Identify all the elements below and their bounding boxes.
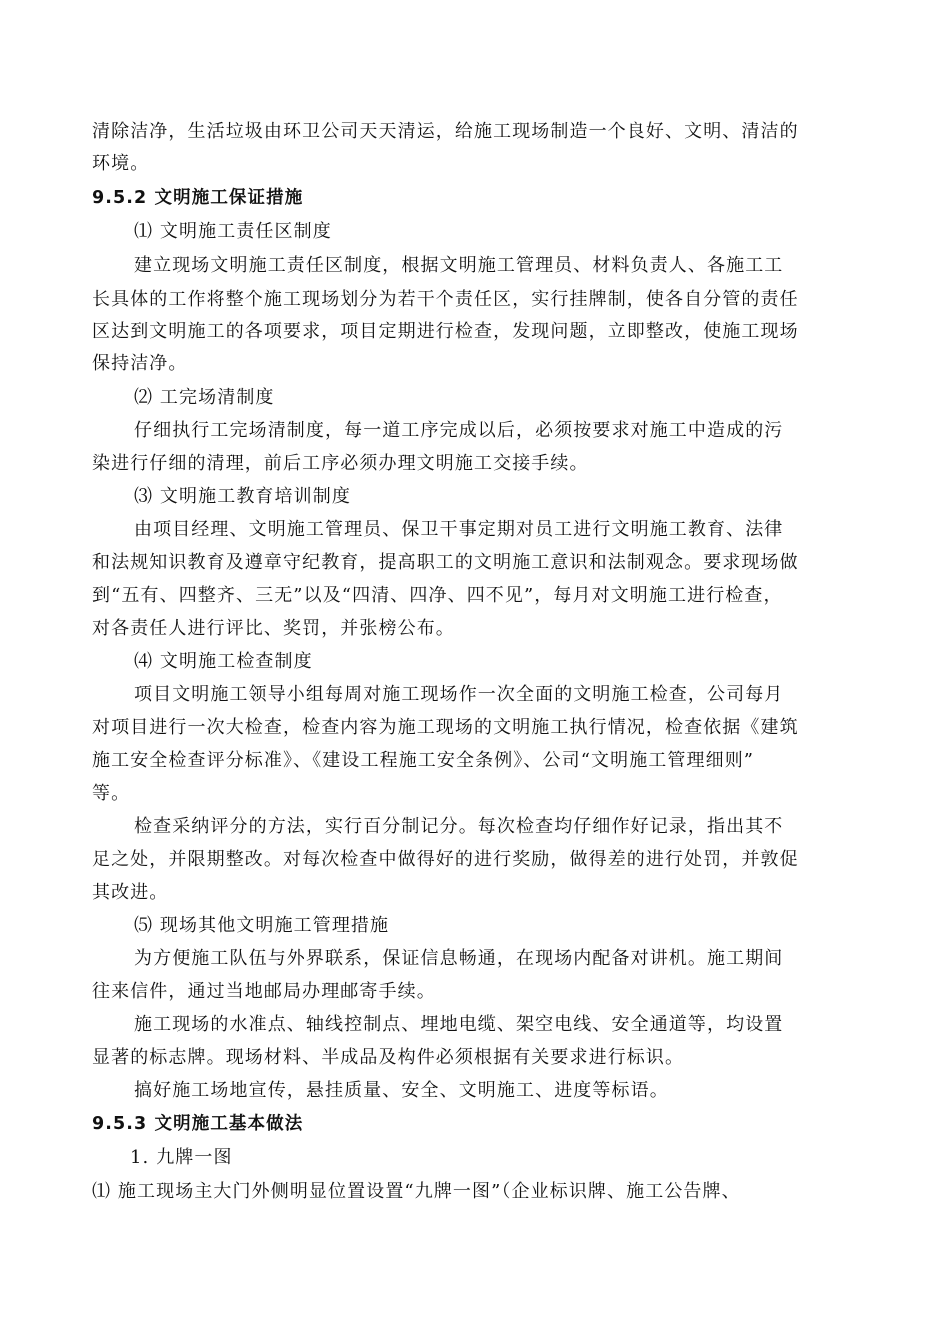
text-line: 项目文明施工领导小组每周对施工现场作一次全面的文明施工检查，公司每月 [134,684,784,705]
text-line: 染进行仔细的清理，前后工序必须办理文明施工交接手续。 [92,453,589,474]
text-line: 建立现场文明施工责任区制度，根据文明施工管理员、材料负责人、各施工工 [134,255,784,276]
text-line: ⑴ 文明施工责任区制度 [134,221,332,242]
text-line: 仔细执行工完场清制度，每一道工序完成以后，必须按要求对施工中造成的污 [134,420,784,441]
text-line: 等。 [92,783,131,804]
text-line: 搞好施工场地宣传，悬挂质量、安全、文明施工、进度等标语。 [134,1080,669,1101]
text-line: 1. 九牌一图 [130,1147,233,1168]
text-line: 清除洁净，生活垃圾由环卫公司天天清运，给施工现场制造一个良好、文明、清洁的 [92,121,799,142]
text-line: 保持洁净。 [92,353,188,374]
text-line: ⑷ 文明施工检查制度 [134,651,313,672]
text-line: 检查采纳评分的方法，实行百分制记分。每次检查均仔细作好记录，指出其不 [134,816,784,837]
section-heading: 9.5.3 文明施工基本做法 [92,1114,304,1134]
text-line: 显著的标志牌。现场材料、半成品及构件必须根据有关要求进行标识。 [92,1047,685,1068]
text-line: 区达到文明施工的各项要求，项目定期进行检查，发现问题，立即整改，使施工现场 [92,321,799,342]
text-line: 为方便施工队伍与外界联系，保证信息畅通，在现场内配备对讲机。施工期间 [134,948,784,969]
text-line: ⑶ 文明施工教育培训制度 [134,486,351,507]
text-line: 长具体的工作将整个施工现场划分为若干个责任区，实行挂牌制，使各自分管的责任 [92,289,799,310]
text-line: 施工安全检查评分标准》、《建设工程施工安全条例》、公司“文明施工管理细则” [92,750,755,771]
text-line: 和法规知识教育及遵章守纪教育，提高职工的文明施工意识和法制观念。要求现场做 [92,552,799,573]
text-line: 环境。 [92,153,150,174]
text-line: ⑴ 施工现场主大门外侧明显位置设置“九牌一图”（企业标识牌、施工公告牌、 [92,1181,741,1202]
text-line: ⑸ 现场其他文明施工管理措施 [134,915,390,936]
section-heading: 9.5.2 文明施工保证措施 [92,188,304,208]
text-line: 对项目进行一次大检查，检查内容为施工现场的文明施工执行情况，检查依据《建筑 [92,717,799,738]
text-line: 足之处，并限期整改。对每次检查中做得好的进行奖励，做得差的进行处罚，并敦促 [92,849,799,870]
text-line: 其改进。 [92,882,169,903]
text-line: 由项目经理、文明施工管理员、保卫干事定期对员工进行文明施工教育、法律 [134,519,784,540]
text-line: 往来信件，通过当地邮局办理邮寄手续。 [92,981,436,1002]
text-line: 对各责任人进行评比、奖罚，并张榜公布。 [92,618,455,639]
text-line: 施工现场的水准点、轴线控制点、埋地电缆、架空电线、安全通道等，均设置 [134,1014,784,1035]
text-line: 到“五有、四整齐、三无”以及“四清、四净、四不见”，每月对文明施工进行检查， [92,585,783,606]
text-line: ⑵ 工完场清制度 [134,387,275,408]
